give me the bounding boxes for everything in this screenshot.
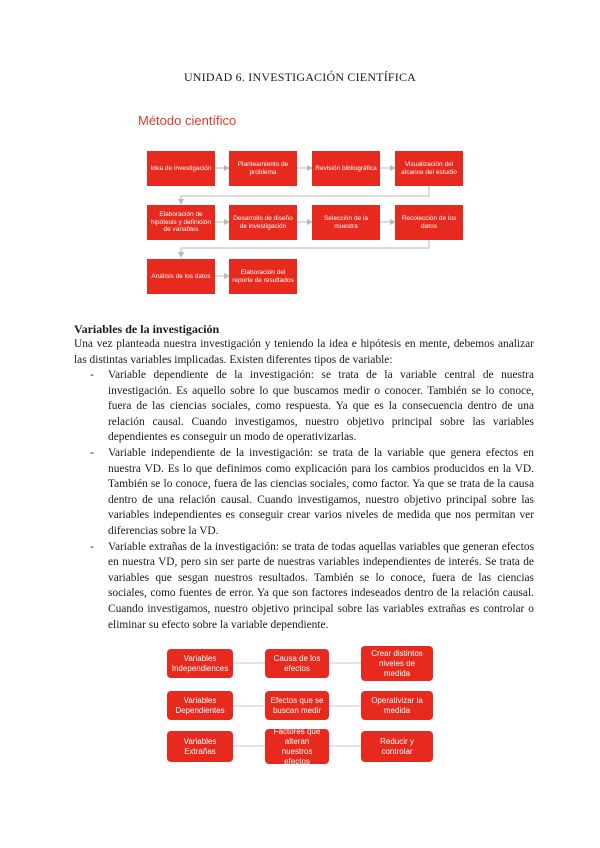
method-step-9: Análisis de los datos <box>147 259 215 294</box>
method-step-1: Idea de investigación <box>147 151 215 186</box>
section-intro: Una vez planteada nuestra investigación y teniendo la idea e hipótesis en mente, debemos analizar las distintas variables implicadas. Existen diferentes tipos de variable: <box>74 338 534 366</box>
method-step-3: Revisión bibliográfica <box>312 151 380 186</box>
bullet-dash: - <box>90 540 94 553</box>
page-title: UNIDAD 6. INVESTIGACIÓN CIENTÍFICA <box>183 70 417 84</box>
variable-types-list <box>74 368 534 633</box>
var-box-r2-c2: Efectos que se buscan medir <box>265 691 329 720</box>
bullet-dash: - <box>90 369 94 381</box>
arrow-4-5 <box>181 186 429 204</box>
list-item-text: Variable extrañas de la investigación: se trata de todas aquellas variables que generan efectos en nuestra VD, pero sin ser parte de nuestras variables independientes de interés. Se trata de variables que sesgan nuestros resultados. También se lo conoce, fuera de las ciencias sociales, como fuentes de error. Ya que son factores indeseados dentro de la relación causal. Cuando investigamos, nuestro objetivo principal sobre las variables extrañas es controlar o eliminar su efecto sobre la variable dependiente. <box>108 540 534 631</box>
method-step-10: Elaboración del reporte de resultados <box>229 259 297 294</box>
list-item-text: Variable independiente de la investigación: se trata de la variable que genera efectos en nuestra VD. Es lo que definimos como explicación para los cambios producidos en la VD. También se lo conoce, fuera de las ciencias sociales, como factor. Ya que se trata de la causa dentro de una relación causal. Cuando investigamos, nuestro objetivo principal sobre las variables independientes es conseguir crear varios niveles de medida que nos permitan ver diferencias sobre la VD. <box>108 446 534 537</box>
list-item <box>74 368 534 446</box>
method-step-4: Visualización del alcance del estudio <box>395 151 463 186</box>
var-box-r1-c1: Variables Independiences <box>167 649 233 678</box>
method-diagram-title: Método científico <box>138 113 237 128</box>
bullet-dash: - <box>90 446 94 459</box>
list-item <box>74 540 534 634</box>
var-box-r3-c1: Variables Extrañas <box>167 731 233 762</box>
section-heading: Variables de la investigación <box>74 322 220 336</box>
method-step-8: Recolección de los datos <box>395 205 463 240</box>
var-box-r1-c2: Causa de los efectos <box>265 649 329 678</box>
method-step-7: Selección de la muestra <box>312 205 380 240</box>
var-box-r2-c1: Variables Dependientes <box>167 691 233 720</box>
method-step-2: Planteamiento de problema <box>229 151 297 186</box>
method-step-6: Desarrollo de diseño de investigación <box>229 205 297 240</box>
var-box-r1-c3: Crear distintos niveles de medida <box>361 646 433 681</box>
arrow-8-9 <box>181 240 429 257</box>
var-box-r3-c3: Reducir y controlar <box>361 731 433 762</box>
var-box-r3-c2: Factores que alteran nuestros efectos <box>265 729 329 764</box>
var-box-r2-c3: Operativizar la medida <box>361 691 433 720</box>
method-step-5: Elaboración de hipótesis y definición de variables <box>147 205 215 240</box>
list-item <box>74 446 534 540</box>
list-item-text: Variable dependiente de la investigación: se trata de la variable central de nuestra investigación. Es aquello sobre lo que buscamos medir o conocer. También se lo conoce, fuera de las ciencias sociales, como respuesta. Ya que es la consecuencia dentro de una relación causal. Cuando investigamos, nuestro objetivo principal sobre las variables dependientes es conseguir un modo de operativizarlas. <box>108 369 534 444</box>
